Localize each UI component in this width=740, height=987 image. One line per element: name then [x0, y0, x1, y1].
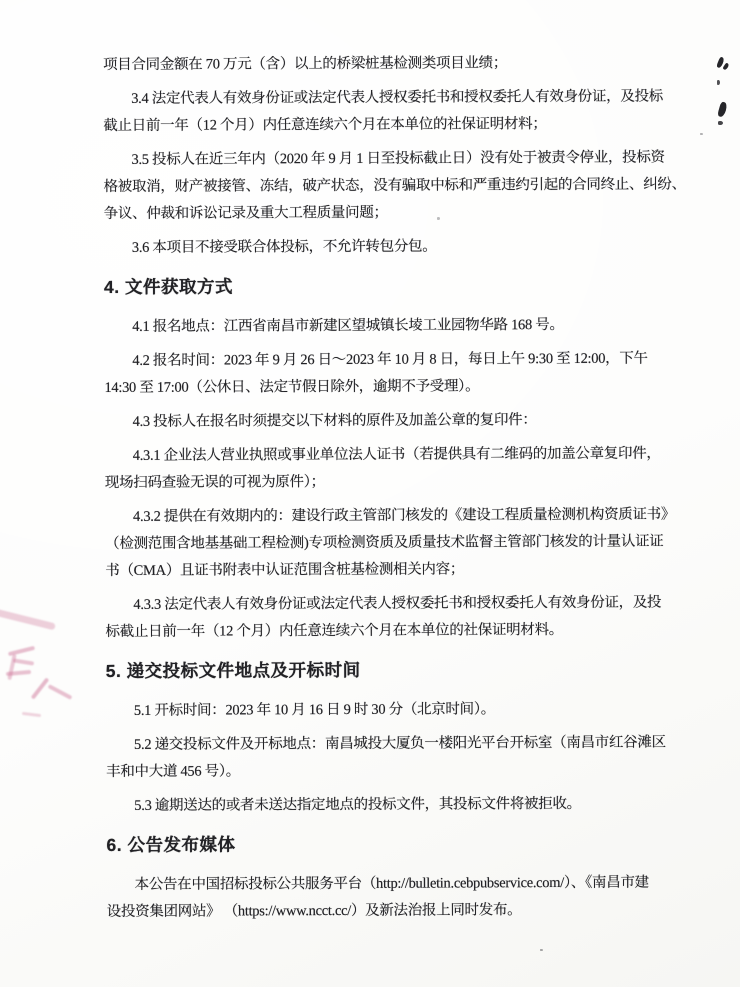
section-heading: 5. 递交投标文件地点及开标时间 — [105, 659, 361, 681]
stamp-stroke — [7, 654, 16, 680]
text-line: 本公告在中国招标投标公共服务平台（http://bulletin.cebpubservice.com/）、《南昌市建 — [134, 874, 649, 893]
text-line: 4.1 报名地点：江西省南昌市新建区望城镇长堎工业园物华路 168 号。 — [132, 316, 564, 335]
text-line: 3.6 本项目不接受联合体投标，不允许转包分包。 — [131, 238, 437, 256]
paper-speck — [540, 949, 543, 951]
text-line: 截止日前一年（12 个月）内任意连续六个月在本单位的社保证明材料； — [103, 116, 547, 134]
text-line: 14:30 至 17:00（公休日、法定节假日除外，逾期不予受理）。 — [104, 378, 480, 396]
text-line: 书（CMA）且证书附表中认证范围含桩基检测相关内容； — [105, 561, 465, 579]
ink-spot — [722, 62, 729, 70]
text-line: 项目合同金额在 70 万元（含）以上的桥梁桩基检测类项目业绩； — [103, 55, 508, 73]
stamp-stroke — [22, 712, 41, 717]
text-line: 5.3 逾期送达的或者未送达指定地点的投标文件，其投标文件将被拒收。 — [134, 795, 581, 814]
text-line: （检测范围含地基基础工程检测)专项检测资质及质量技术监督主管部门核发的计量认证证 — [105, 533, 664, 552]
ink-spot — [717, 80, 720, 85]
stamp-stroke — [0, 609, 56, 631]
text-line: 4.2 报名时间：2023 年 9 月 26 日～2023 年 10 月 8 日，每日上午 9:30 至 12:00，下午 — [132, 350, 648, 369]
text-line: 争议、仲裁和诉讼记录及重大工程质量问题； — [103, 204, 388, 222]
section-heading: 4. 文件获取方式 — [103, 276, 234, 297]
text-line: 5.1 开标时间：2023 年 10 月 16 日 9 时 30 分（北京时间）。 — [133, 701, 495, 719]
section-heading: 6. 公告发布媒体 — [106, 834, 236, 855]
stamp-stroke — [48, 684, 73, 700]
ink-spot — [718, 121, 723, 125]
text-line: 标截止日前一年（12 个月）内任意连续六个月在本单位的社保证明材料。 — [105, 621, 563, 640]
text-line: 现场扫码查验无误的可视为原件）； — [104, 474, 325, 491]
text-line: 丰和中大道 456 号）。 — [106, 763, 241, 780]
text-line: 4.3.1 企业法人营业执照或事业单位法人证书（若提供具有二维码的加盖公章复印件， — [132, 445, 661, 464]
text-line: 5.2 递交投标文件及开标地点：南昌城投大厦负一楼阳光平台开标室（南昌市红谷滩区 — [133, 734, 666, 753]
stamp-stroke — [13, 658, 34, 665]
document-body — [103, 50, 686, 926]
text-line: 3.5 投标人在近三年内（2020 年 9 月 1 日至投标截止日）没有处于被责令停业，投标资 — [131, 149, 665, 168]
text-line: 3.4 法定代表人有效身份证或法定代表人授权委托书和授权委托人有效身份证，及投标 — [131, 88, 663, 107]
stamp-stroke — [31, 677, 50, 699]
text-line: 4.3.3 法定代表人有效身份证或法定代表人授权委托书和授权委托人有效身份证，及投 — [133, 594, 662, 613]
text-line: 格被取消，财产被接管、冻结，破产状态，没有骗取中标和严重违约引起的合同终止、纠纷、 — [103, 176, 686, 195]
text-line: 4.3 投标人在报名时须提交以下材料的原件及加盖公章的复印件： — [132, 412, 537, 430]
text-line: 4.3.2 提供在有效期内的：建设行政主管部门核发的《建设工程质量检测机构资质证书》 — [132, 506, 676, 525]
ink-spot — [717, 101, 728, 117]
text-line: 设投资集团网站》 （https://www.ncct.cc/）及新法治报上同时发布。 — [106, 902, 522, 920]
paper-speck — [700, 133, 703, 135]
